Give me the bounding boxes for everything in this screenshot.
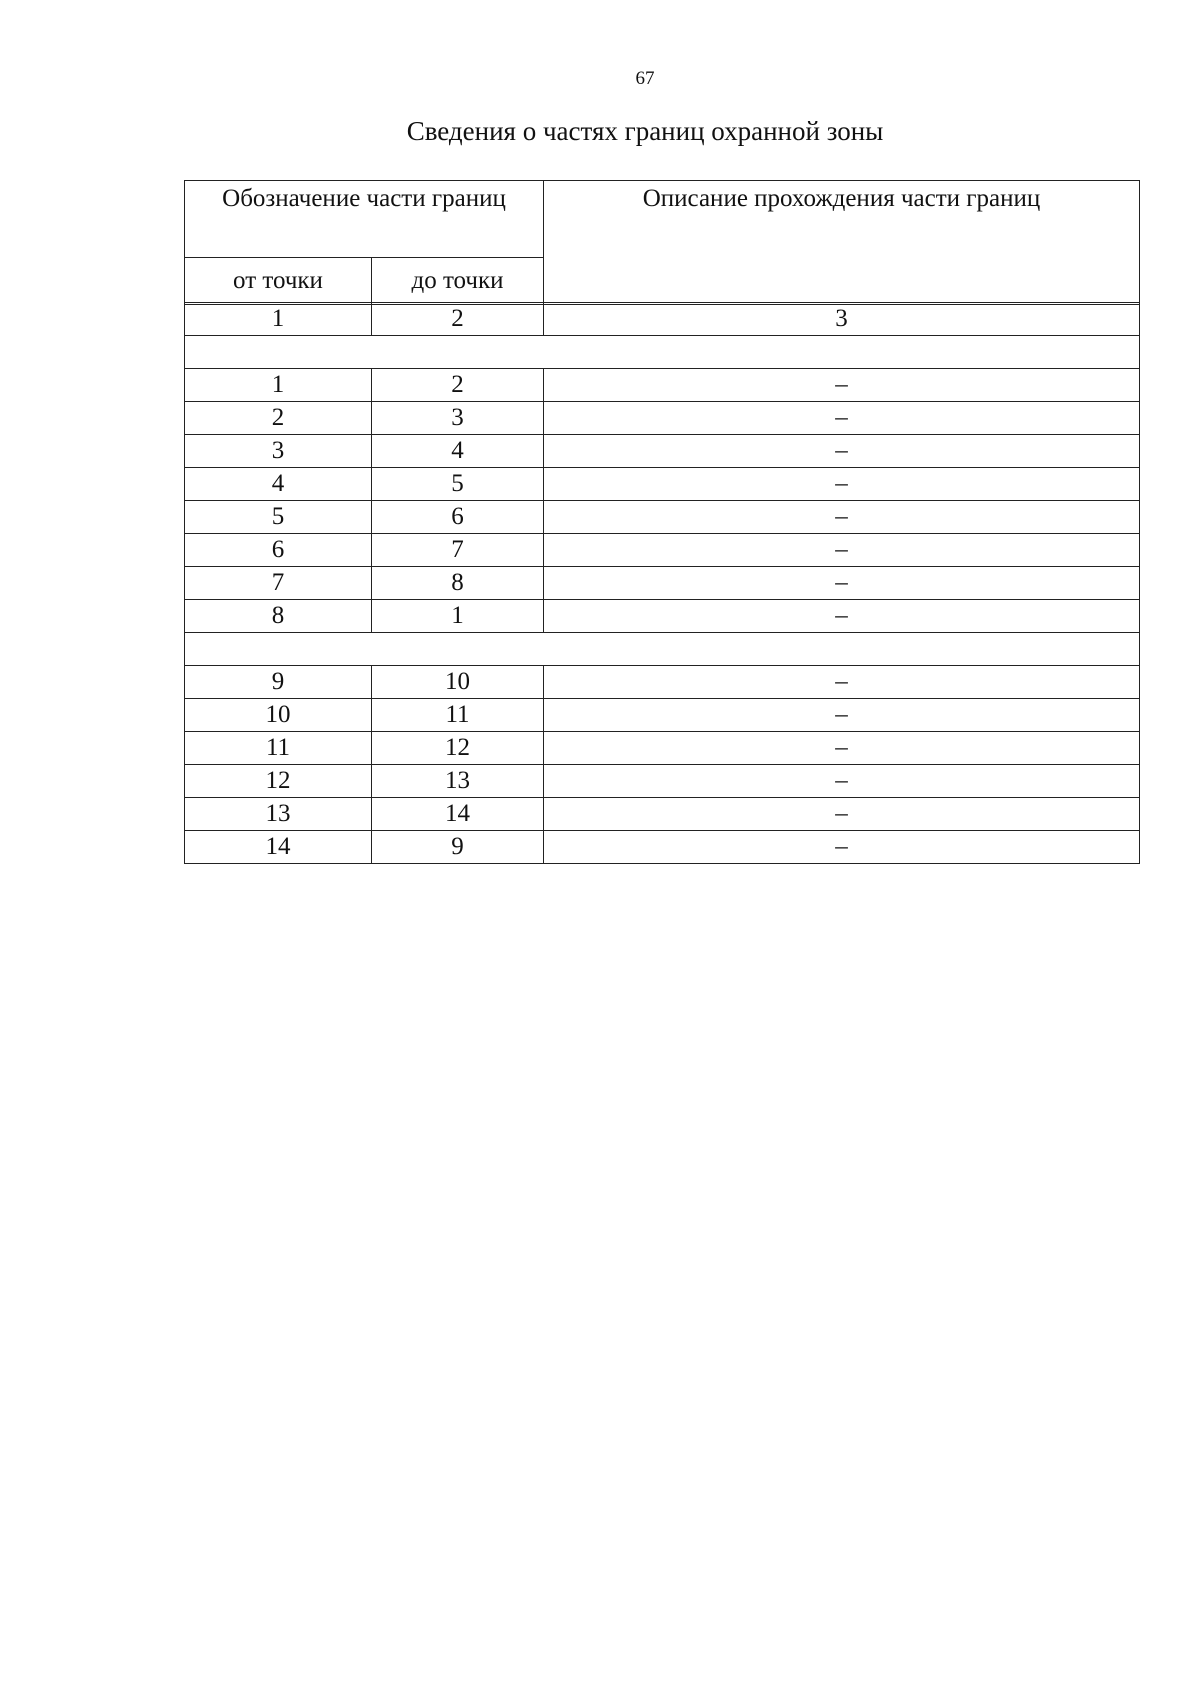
from-point-cell: 13 — [185, 798, 372, 831]
table-row — [185, 798, 1140, 831]
to-point-cell: 10 — [372, 666, 544, 699]
table-row — [185, 567, 1140, 600]
description-cell: – — [544, 600, 1140, 633]
description-cell: – — [544, 765, 1140, 798]
column-number-cell: 2 — [372, 303, 544, 336]
from-point-cell: 7 — [185, 567, 372, 600]
group-separator-row — [185, 336, 1140, 369]
from-point-cell: 3 — [185, 435, 372, 468]
group-label — [185, 336, 1140, 369]
to-point-cell: 4 — [372, 435, 544, 468]
header-to-point: до точки — [372, 258, 544, 305]
table-row — [185, 732, 1140, 765]
to-point-cell: 14 — [372, 798, 544, 831]
description-cell: – — [544, 468, 1140, 501]
page-title: Сведения о частях границ охранной зоны — [406, 116, 884, 146]
boundary-table — [184, 302, 1140, 864]
to-point-cell: 6 — [372, 501, 544, 534]
header-boundary-description: Описание прохождения части границ — [544, 181, 1140, 305]
to-point-cell: 9 — [372, 831, 544, 864]
description-cell: – — [544, 798, 1140, 831]
table-row — [185, 831, 1140, 864]
description-cell: – — [544, 831, 1140, 864]
column-number-row — [185, 303, 1140, 336]
from-point-cell: 2 — [185, 402, 372, 435]
description-cell: – — [544, 534, 1140, 567]
to-point-cell: 13 — [372, 765, 544, 798]
description-cell: – — [544, 732, 1140, 765]
from-point-cell: 6 — [185, 534, 372, 567]
page-number: 67 — [635, 68, 655, 89]
from-point-cell: 5 — [185, 501, 372, 534]
to-point-cell: 2 — [372, 369, 544, 402]
description-cell: – — [544, 435, 1140, 468]
table-row — [185, 468, 1140, 501]
from-point-cell: 4 — [185, 468, 372, 501]
description-cell: – — [544, 501, 1140, 534]
to-point-cell: 11 — [372, 699, 544, 732]
column-number-cell: 1 — [185, 303, 372, 336]
from-point-cell: 9 — [185, 666, 372, 699]
to-point-cell: 1 — [372, 600, 544, 633]
description-cell: – — [544, 666, 1140, 699]
description-cell: – — [544, 402, 1140, 435]
from-point-cell: 8 — [185, 600, 372, 633]
to-point-cell: 12 — [372, 732, 544, 765]
column-number-cell: 3 — [544, 303, 1140, 336]
table-row — [185, 699, 1140, 732]
from-point-cell: 11 — [185, 732, 372, 765]
description-cell: – — [544, 699, 1140, 732]
group-separator-row — [185, 633, 1140, 666]
header-from-point: от точки — [185, 258, 372, 305]
table-row — [185, 666, 1140, 699]
to-point-cell: 8 — [372, 567, 544, 600]
from-point-cell: 10 — [185, 699, 372, 732]
group-label — [185, 633, 1140, 666]
table-row — [185, 435, 1140, 468]
to-point-cell: 7 — [372, 534, 544, 567]
table-row — [185, 600, 1140, 633]
table-row — [185, 369, 1140, 402]
description-cell: – — [544, 567, 1140, 600]
table-row — [185, 534, 1140, 567]
from-point-cell: 12 — [185, 765, 372, 798]
description-cell: – — [544, 369, 1140, 402]
table-row — [185, 501, 1140, 534]
table-header — [184, 180, 1140, 305]
to-point-cell: 3 — [372, 402, 544, 435]
table-row — [185, 402, 1140, 435]
table-body — [185, 303, 1140, 864]
header-boundary-designation: Обозначение части границ — [185, 181, 544, 258]
from-point-cell: 1 — [185, 369, 372, 402]
table-row — [185, 765, 1140, 798]
from-point-cell: 14 — [185, 831, 372, 864]
to-point-cell: 5 — [372, 468, 544, 501]
